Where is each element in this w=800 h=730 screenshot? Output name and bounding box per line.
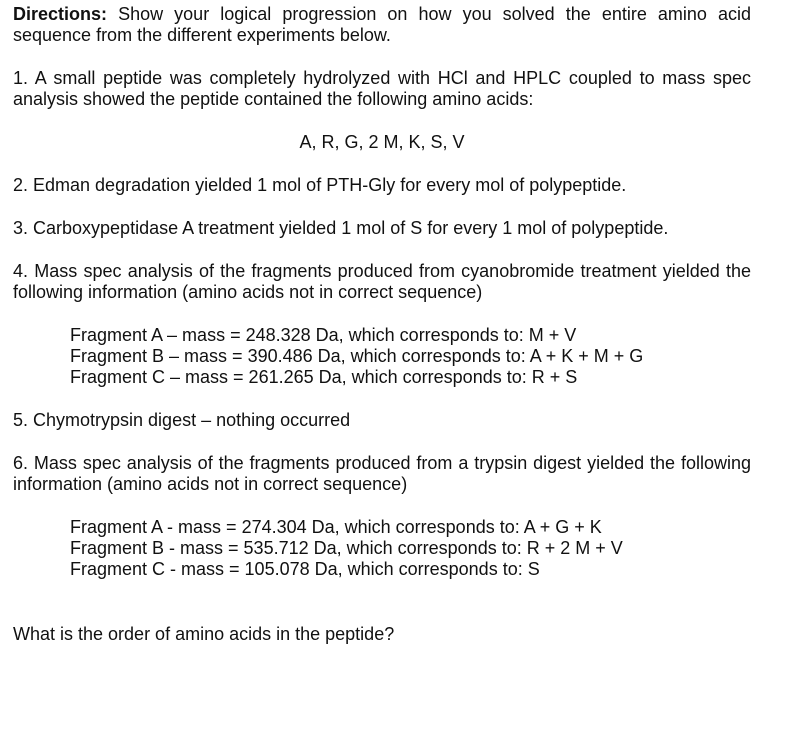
spacer: [13, 495, 751, 517]
directions-paragraph: [13, 4, 751, 46]
spacer: [13, 431, 751, 453]
spacer: [13, 388, 751, 410]
step2-paragraph: 2. Edman degradation yielded 1 mol of PTH-Gly for every mol of polypeptide.: [13, 175, 627, 195]
step3-paragraph: 3. Carboxypeptidase A treatment yielded 1 mol of S for every 1 mol of polypeptide.: [13, 218, 669, 238]
step6-fragment-b: Fragment B - mass = 535.712 Da, which corresponds to: R + 2 M + V: [70, 538, 623, 558]
step6-fragment-list: [13, 517, 751, 580]
directions-text: Show your logical progression on how you solved the entire amino acid sequence from the different experiments below.: [13, 4, 751, 45]
step6-paragraph: 6. Mass spec analysis of the fragments produced from a trypsin digest yielded the following information (amino acids not in correct sequence): [13, 453, 751, 494]
spacer: [13, 303, 751, 325]
spacer: [13, 110, 751, 132]
step6-fragment-a: Fragment A - mass = 274.304 Da, which corresponds to: A + G + K: [70, 517, 602, 537]
step5-paragraph: 5. Chymotrypsin digest – nothing occurred: [13, 410, 351, 430]
spacer: [13, 153, 751, 175]
step4-paragraph: 4. Mass spec analysis of the fragments produced from cyanobromide treatment yielded the following information (amino acids not in correct sequence): [13, 261, 751, 302]
document-page: [13, 4, 751, 645]
step4-fragment-c: Fragment C – mass = 261.265 Da, which corresponds to: R + S: [70, 367, 578, 387]
step1-paragraph: 1. A small peptide was completely hydrolyzed with HCl and HPLC coupled to mass spec analysis showed the peptide contained the following amino acids:: [13, 68, 751, 109]
step4-fragment-list: [13, 325, 751, 388]
question-paragraph: What is the order of amino acids in the peptide?: [13, 624, 395, 644]
spacer: [13, 196, 751, 218]
amino-acid-list: A, R, G, 2 M, K, S, V: [299, 132, 465, 152]
step6-fragment-c: Fragment C - mass = 105.078 Da, which corresponds to: S: [70, 559, 540, 579]
spacer: [13, 239, 751, 261]
directions-label: Directions:: [13, 4, 108, 24]
spacer: [13, 580, 751, 624]
step4-fragment-a: Fragment A – mass = 248.328 Da, which corresponds to: M + V: [70, 325, 577, 345]
spacer: [13, 46, 751, 68]
step4-fragment-b: Fragment B – mass = 390.486 Da, which corresponds to: A + K + M + G: [70, 346, 644, 366]
